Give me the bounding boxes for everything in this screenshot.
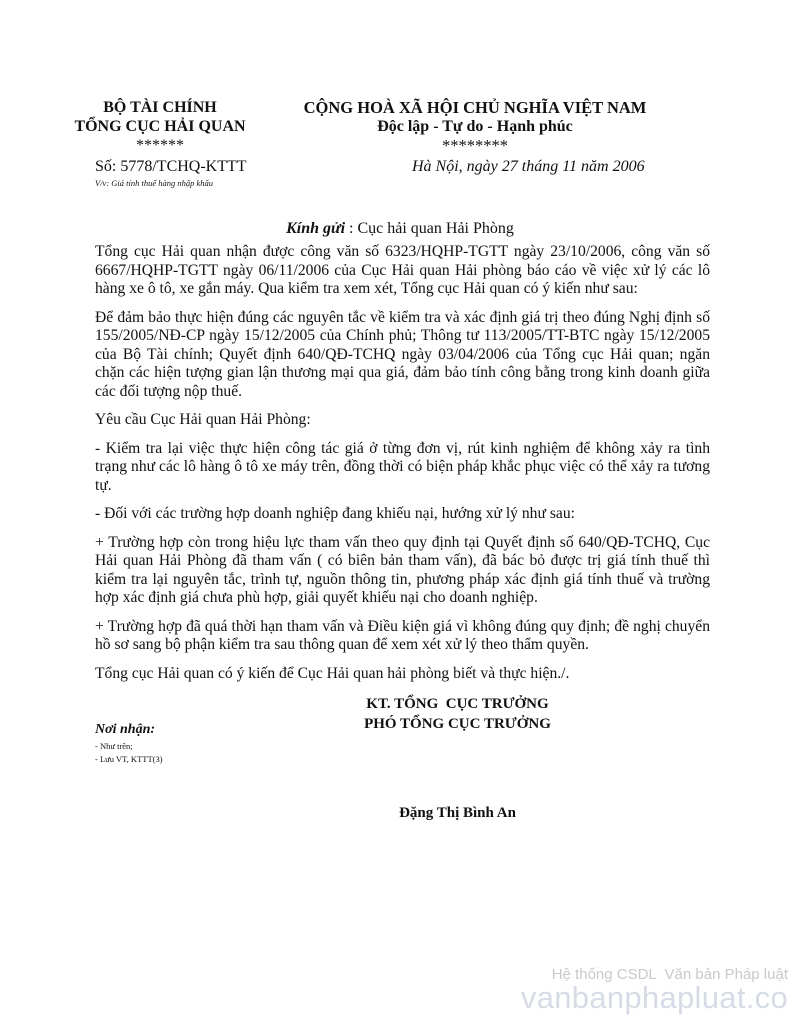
right-header-stars: ******** [442,136,508,155]
watermark-caption: Hệ thống CSDL Văn bản Pháp luật [551,966,788,983]
national-title-block [280,98,670,155]
body-paragraph: Tổng cục Hải quan nhận được công văn số 6323/HQHP-TGTT ngày 23/10/2006, công văn số 6667/HQHP-TGTT ngày 06/11/2006 của Cục Hải quan Hải phòng báo cáo về việc xử lý các lô hàng xe ô tô, xe gắn máy. Qua kiểm tra xem xét, Tổng cục Hải quan có ý kiến như sau: [95,243,710,297]
watermark-site-name: vanbanphapluat.co [520,980,788,1015]
left-header-stars: ****** [136,137,184,154]
body-paragraph: Tổng cục Hải quan có ý kiến để Cục Hải quan hải phòng biết và thực hiện./. [95,664,570,682]
issue-date: Hà Nội, ngày 27 tháng 11 năm 2006 [412,158,645,175]
recipients-list-item: - Lưu VT, KTTT(3) [95,754,163,764]
body-paragraph: Yêu cầu Cục Hải quan Hải Phòng: [95,411,311,428]
body-paragraph: - Kiểm tra lại việc thực hiện công tác giá ở từng đơn vị, rút kinh nghiệm để không xảy ra tình trạng như các lô hàng ô tô xe máy trên, đồng thời có biện pháp khắc phục việc có thể xảy ra tương tự. [95,439,710,494]
recipients-heading: Nơi nhận: [95,722,156,737]
issuing-authority-block [60,98,260,155]
recipient-label: Kính gửi [286,220,346,237]
document-number: Số: 5778/TCHQ-KTTT [95,158,247,175]
agency-name: TỔNG CỤC HẢI QUAN [74,118,246,135]
body-paragraph: Để đảm bảo thực hiện đúng các nguyên tắc về kiểm tra và xác định giá trị theo đúng Nghị định số 155/2005/NĐ-CP ngày 15/12/2005 của Chính phủ; Thông tư 113/2005/TT-BTC ngày 15/12/2005 của Bộ Tài chính; Quyết định 640/QĐ-TCHQ ngày 03/04/2006 của Tổng cục Hải quan; ngăn chặn các hiện tượng gian lận thương mại qua giá, đảm bảo tính công bằng trong kinh doanh giữa các đối tượng nộp thuế. [95,308,710,400]
national-motto: Độc lập - Tự do - Hạnh phúc [377,118,573,135]
signature-title-line2: PHÓ TỔNG CỤC TRƯỞNG [364,716,551,732]
document-subject: V/v: Giá tính thuế hàng nhập khẩu [95,178,214,188]
body-paragraph: - Đối với các trường hợp doanh nghiệp đang khiếu nại, hướng xử lý như sau: [95,505,575,522]
ministry-name: BỘ TÀI CHÍNH [103,99,217,116]
recipients-list-item: - Như trên; [95,741,133,751]
recipient-line [0,220,800,238]
body-paragraph: + Trường hợp đã quá thời hạn tham vấn và Điều kiện giá vì không đúng quy định; đề nghị chuyển hồ sơ sang bộ phận kiểm tra sau thông quan để xem xét xử lý theo thẩm quyền. [95,617,710,653]
signature-title-line1: KT. TỔNG CỤC TRƯỞNG [366,696,549,712]
recipient-text: : Cục hải quan Hải Phòng [345,220,514,237]
document-body [95,243,710,693]
country-name: CỘNG HOÀ XÃ HỘI CHỦ NGHĨA VIỆT NAM [303,98,647,117]
signature-title-block [300,694,615,734]
body-paragraph: + Trường hợp còn trong hiệu lực tham vấn theo quy định tại Quyết định số 640/QĐ-TCHQ, Cục Hải quan Hải Phòng đã tham vấn ( có biên bản tham vấn), đã bác bỏ được trị giá tính thuế thì kiểm tra lại nguyên tắc, trình tự, nguồn thông tin, phương pháp xác định giá tính thuế và trường hợp xác định giá chưa phù hợp, giải quyết khiếu nại cho doanh nghiệp. [95,533,710,606]
signer-name: Đặng Thị Bình An [399,805,516,821]
recipients-list [95,740,163,766]
